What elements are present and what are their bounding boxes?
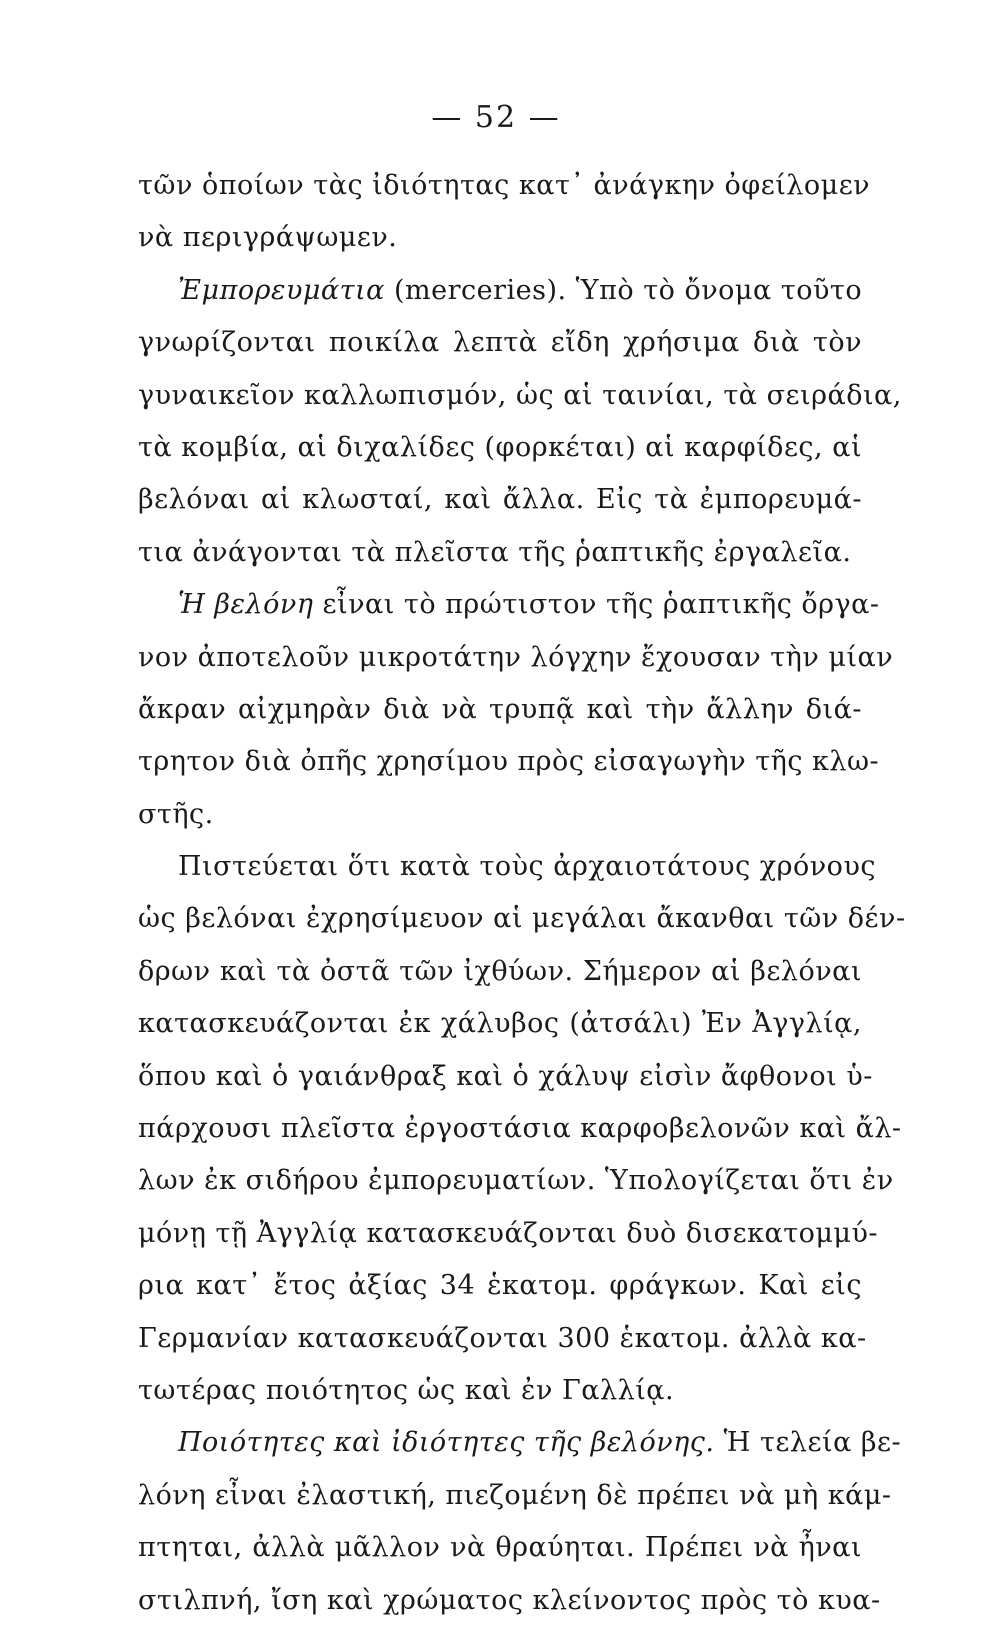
italic-heading: Ποιότητες καὶ ἰδιότητες τῆς βελόνης. — [178, 1427, 715, 1459]
line-text: πτηται, ἀλλὰ μᾶλλον νὰ θραύηται. Πρέπει νὰ ἦναι — [138, 1532, 862, 1564]
text-line — [138, 474, 862, 526]
line-text: τὰ κομβία, αἱ διχαλίδες (φορκέται) αἱ καρφίδες, αἱ — [138, 431, 863, 463]
text-line — [138, 1365, 862, 1417]
text-line — [138, 1260, 862, 1312]
text-line — [138, 1313, 867, 1365]
text-line — [138, 1155, 894, 1207]
page-number: — 52 — — [431, 100, 561, 135]
line-text: βελόναι αἱ κλωσταί, καὶ ἄλλα. Εἰς τὰ ἐμπορευμά- — [138, 484, 862, 516]
line-text: λόνη εἶναι ἐλαστική, πιεζομένη δὲ πρέπει νὰ μὴ κάμ- — [138, 1479, 892, 1511]
line-text: νὰ περιγράψωμεν. — [138, 222, 398, 254]
line-text: δρων καὶ τὰ ὀστᾶ τῶν ἰχθύων. Σήμερον αἱ βελόναι — [138, 955, 862, 987]
text-line — [138, 1522, 862, 1574]
italic-heading: Ἐμπορευμάτια — [178, 274, 385, 306]
text-line — [138, 736, 880, 788]
text-line — [138, 684, 862, 736]
text-line — [138, 998, 862, 1050]
line-text: ἄκραν αἰχμηρὰν διὰ νὰ τρυπᾷ καὶ τὴν ἄλλην διά- — [138, 693, 862, 725]
line-text: εἶναι τὸ πρώτιστον τῆς ῥαπτικῆς ὄργα- — [313, 589, 880, 621]
text-line — [138, 317, 862, 369]
line-text: νον ἀποτελοῦν μικροτάτην λόγχην ἔχουσαν τὴν μίαν — [138, 641, 894, 673]
text-line — [138, 632, 894, 684]
text-line — [138, 893, 906, 945]
text-line — [138, 579, 880, 631]
line-text: ὡς βελόναι ἐχρησίμευον αἱ μεγάλαι ἄκανθαι τῶν δέν- — [138, 903, 906, 935]
text-line — [138, 370, 902, 422]
line-text: (merceries). Ὑπὸ τὸ ὄνομα τοῦτο — [384, 274, 863, 306]
line-text: τρητον διὰ ὀπῆς χρησίμου πρὸς εἰσαγωγὴν τῆς κλω- — [138, 746, 880, 778]
text-line — [138, 1103, 902, 1155]
line-text: ρια κατ᾽ ἔτος ἀξίας 34 ἑκατομ. φράγκων. Καὶ εἰς — [138, 1270, 862, 1302]
line-text: Γερμανίαν κατασκευάζονται 300 ἑκατομ. ἀλλὰ κα- — [138, 1322, 867, 1354]
line-text: πάρχουσι πλεῖστα ἐργοστάσια καρφοβελονῶν καὶ ἄλ- — [138, 1113, 902, 1145]
text-line — [138, 160, 871, 212]
body-text — [138, 160, 906, 1627]
line-text: Πιστεύεται ὅτι κατὰ τοὺς ἀρχαιοτάτους χρόνους — [178, 851, 876, 883]
line-text: γυναικεῖον καλλωπισμόν, ὡς αἱ ταινίαι, τὰ σειράδια, — [138, 379, 902, 411]
text-line — [138, 527, 862, 579]
text-line — [138, 1417, 902, 1469]
text-line — [138, 1051, 873, 1103]
line-text: τια ἀνάγονται τὰ πλεῖστα τῆς ῥαπτικῆς ἐργαλεῖα. — [138, 536, 852, 568]
line-text: κατασκευάζονται ἐκ χάλυβος (ἀτσάλι) Ἐν Ἀγγλίᾳ, — [138, 1008, 862, 1040]
italic-heading: Ἡ βελόνη — [178, 589, 314, 621]
text-line — [138, 212, 862, 264]
line-text: Ἡ τελεία βε- — [714, 1427, 902, 1459]
text-line — [138, 946, 862, 998]
text-line — [138, 841, 876, 893]
text-line — [138, 422, 862, 474]
text-line — [138, 1470, 892, 1522]
line-text: στιλπνή, ἴση καὶ χρώματος κλείνοντος πρὸς τὸ κυα- — [138, 1584, 881, 1616]
line-text: γνωρίζονται ποικίλα λεπτὰ εἴδη χρήσιμα διὰ τὸν — [138, 327, 862, 359]
line-text: στῆς. — [138, 798, 214, 830]
text-line — [138, 1575, 881, 1627]
text-line — [138, 265, 862, 317]
line-text: λων ἐκ σιδήρου ἐμπορευματίων. Ὑπολογίζεται ὅτι ἐν — [138, 1165, 894, 1197]
line-text: μόνῃ τῇ Ἀγγλίᾳ κατασκευάζονται δυὸ δισεκατομμύ- — [138, 1217, 879, 1249]
text-line — [138, 1208, 879, 1260]
line-text: τωτέρας ποιότητος ὡς καὶ ἐν Γαλλίᾳ. — [138, 1374, 675, 1406]
text-line — [138, 789, 862, 841]
line-text: τῶν ὁποίων τὰς ἰδιότητας κατ᾽ ἀνάγκην ὀφείλομεν — [138, 170, 871, 201]
line-text: ὅπου καὶ ὁ γαιάνθραξ καὶ ὁ χάλυψ εἰσὶν ἄφθονοι ὑ- — [138, 1060, 873, 1092]
